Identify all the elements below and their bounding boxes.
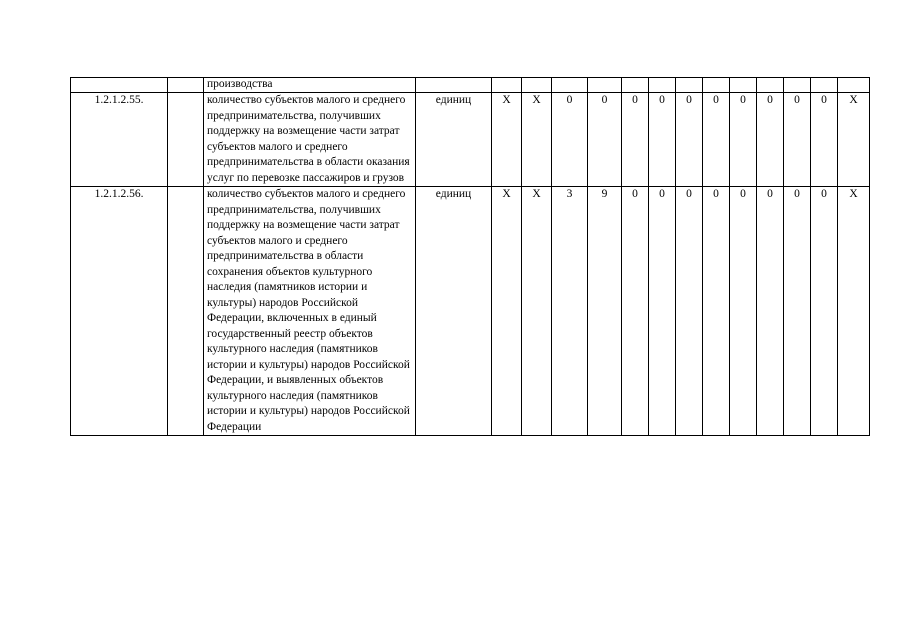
value-cell: Х (492, 187, 522, 436)
value-cell: 3 (552, 187, 588, 436)
table-row (71, 187, 870, 436)
row-number-cell (71, 78, 168, 93)
blank-cell (168, 93, 204, 187)
value-cell (703, 78, 730, 93)
value-cell (676, 78, 703, 93)
value-cell (784, 78, 811, 93)
indicator-description-cell: производства (204, 78, 416, 93)
value-cell: 0 (622, 187, 649, 436)
indicator-description-cell: количество субъектов малого и среднего предпринимательства, получивших поддержку на возмещение части затрат субъектов малого и среднего предпринимательства в области сохранения объектов культурного наследия (памятников истории и культуры) народов Российской Федерации, включенных в единый государственный реестр объектов культурного наследия (памятников истории и культуры) народов Российской Федерации, и выявленных объектов культурного наследия (памятников истории и культуры) народов Российской Федерации (204, 187, 416, 436)
blank-cell (168, 78, 204, 93)
row-number-cell: 1.2.1.2.56. (71, 187, 168, 436)
value-cell: 0 (757, 93, 784, 187)
table-row (71, 78, 870, 93)
value-cell (757, 78, 784, 93)
value-cell: 0 (784, 93, 811, 187)
value-cell: Х (492, 93, 522, 187)
row-number-cell: 1.2.1.2.55. (71, 93, 168, 187)
value-cell: Х (838, 187, 870, 436)
value-cell: 0 (649, 187, 676, 436)
value-cell: 0 (811, 187, 838, 436)
value-cell: 0 (757, 187, 784, 436)
value-cell (838, 78, 870, 93)
value-cell (492, 78, 522, 93)
unit-cell (416, 78, 492, 93)
value-cell (811, 78, 838, 93)
indicator-description-cell: количество субъектов малого и среднего предпринимательства, получивших поддержку на возмещение части затрат субъектов малого и среднего предпринимательства в области оказания услуг по перевозке пассажиров и грузов (204, 93, 416, 187)
unit-cell: единиц (416, 187, 492, 436)
value-cell (522, 78, 552, 93)
value-cell: 9 (588, 187, 622, 436)
value-cell: 0 (552, 93, 588, 187)
value-cell: Х (522, 187, 552, 436)
value-cell: 0 (588, 93, 622, 187)
indicator-table (70, 77, 870, 436)
value-cell (622, 78, 649, 93)
value-cell (730, 78, 757, 93)
value-cell: 0 (730, 187, 757, 436)
unit-cell: единиц (416, 93, 492, 187)
value-cell: 0 (730, 93, 757, 187)
value-cell: Х (522, 93, 552, 187)
value-cell: 0 (622, 93, 649, 187)
value-cell: 0 (784, 187, 811, 436)
value-cell: 0 (703, 187, 730, 436)
value-cell: 0 (676, 187, 703, 436)
value-cell (552, 78, 588, 93)
value-cell: Х (838, 93, 870, 187)
blank-cell (168, 187, 204, 436)
value-cell: 0 (811, 93, 838, 187)
table-row (71, 93, 870, 187)
value-cell (588, 78, 622, 93)
value-cell: 0 (676, 93, 703, 187)
value-cell: 0 (703, 93, 730, 187)
table-body (71, 78, 870, 436)
value-cell: 0 (649, 93, 676, 187)
value-cell (649, 78, 676, 93)
